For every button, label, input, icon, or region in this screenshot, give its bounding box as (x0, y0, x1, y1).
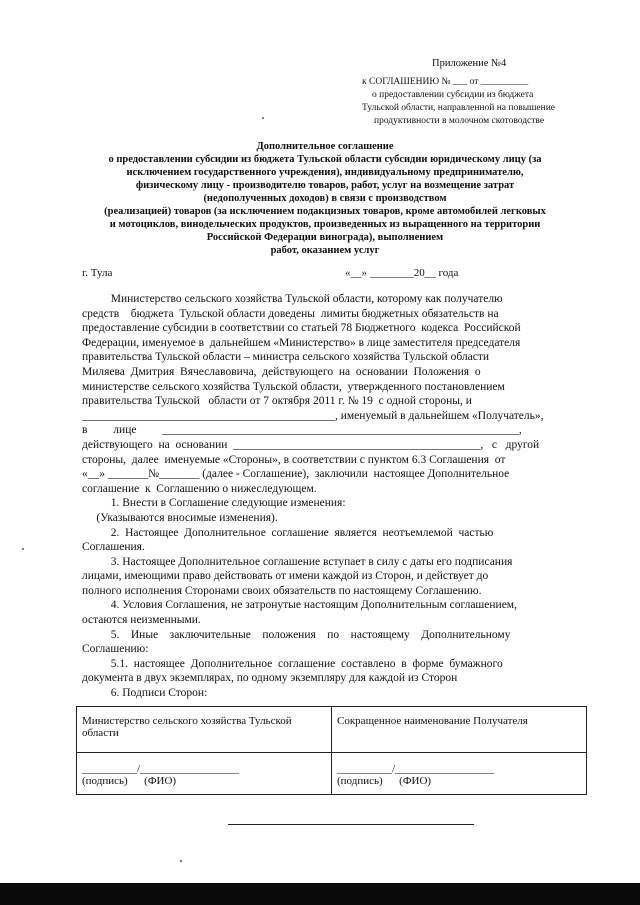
agreement-body (82, 292, 588, 701)
bottom-divider (228, 824, 474, 825)
body-line (82, 526, 588, 541)
recipient-signature-cell (332, 753, 587, 795)
body-line (82, 350, 588, 365)
appendix-label: Приложение №4 (432, 58, 507, 69)
body-line (82, 307, 588, 322)
body-line-text: остаются неизменными. (82, 614, 201, 627)
agreement-reference (362, 76, 612, 128)
body-line-text: Соглашения. (82, 541, 145, 554)
body-line-text: предоставление субсидии в соответствии со статьей 78 Бюджетного кодекса Российской (82, 322, 521, 335)
body-line (82, 628, 588, 643)
body-line-text: Министерство сельского хозяйства Тульской области, которому как получателю (82, 293, 503, 305)
body-line (82, 409, 588, 424)
body-line-text: ____________________________________________, именуемый в дальнейшем «Получатель», (82, 409, 544, 422)
body-line-text: соглашение к Соглашению о нижеследующем. (82, 482, 317, 495)
body-line-text: средств бюджета Тульской области доведены лимиты бюджетных обязательств на (82, 307, 499, 320)
body-line-text: стороны, далее именуемые «Стороны», в соответствии с пунктом 6.3 Соглашения от (82, 453, 506, 466)
body-line (82, 394, 588, 409)
signature-line: __________/__________________ (82, 763, 240, 775)
body-line (82, 555, 588, 570)
ref-line: к СОГЛАШЕНИЮ № ___ от __________ (362, 77, 529, 87)
body-line (82, 423, 588, 438)
body-line-text: Федерации, именуемое в дальнейшем «Министерство» в лице заместителя председателя (82, 336, 521, 349)
body-line-text: полного исполнения Сторонами своих обязательств по настоящему Соглашению. (82, 584, 482, 597)
body-line (82, 321, 588, 336)
body-line (82, 482, 588, 497)
body-line-text: Соглашению: (82, 643, 149, 656)
body-line (82, 671, 588, 686)
title-line: и мотоциклов, винодельческих продуктов, произведенных из выращенного на территории (109, 219, 541, 230)
body-line-text: 2. Настоящее Дополнительное соглашение является неотъемлемой частью (82, 526, 494, 539)
body-line (82, 584, 588, 599)
body-line-text: правительства Тульской области – министра сельского хозяйства Тульской области (82, 351, 490, 364)
scan-speck (262, 117, 264, 119)
body-line (82, 438, 588, 453)
title-line: работ, оказанием услуг (270, 245, 380, 256)
signature-caption: (подпись) (ФИО) (82, 775, 177, 787)
body-line-text: «__» _______№_______ (далее - Соглашение), заключили настоящее Дополнительное (82, 468, 510, 481)
scan-speck (22, 548, 24, 550)
body-line-text: 5.1. настоящее Дополнительное соглашение составлено в форме бумажного (82, 657, 503, 670)
body-line-text: (Указываются вносимые изменения). (82, 511, 278, 524)
ministry-name-cell: Министерство сельского хозяйства Тульской области (77, 707, 332, 753)
body-line (82, 540, 588, 555)
body-line-text: 4. Условия Соглашения, не затронутые настоящим Дополнительным соглашением, (82, 599, 517, 612)
body-line (82, 380, 588, 395)
title-line: физическому лицу - производителю товаров, работ, услуг на возмещение затрат (135, 180, 515, 191)
body-line-text: 3. Настоящее Дополнительное соглашение вступает в силу с даты его подписания (82, 555, 513, 568)
place-label: г. Тула (82, 267, 113, 279)
body-line-text: Миляева Дмитрия Вячеславовича, действующего на основании Положения о (82, 365, 481, 378)
body-line (82, 686, 588, 701)
body-line (82, 292, 588, 307)
body-line-text: действующего на основании ___________________________________________, с другой (82, 438, 540, 451)
body-line-text: министерстве сельского хозяйства Тульской области, утвержденного постановлением (82, 380, 505, 393)
body-line-text: документа в двух экземплярах, по одному экземпляру для каждой из Сторон (82, 672, 458, 685)
body-line (82, 642, 588, 657)
scan-edge (0, 883, 640, 905)
ministry-signature-cell (77, 753, 332, 795)
title-line: Дополнительное соглашение (256, 141, 394, 152)
body-line (82, 511, 588, 526)
body-line (82, 453, 588, 468)
body-line-text: в лице ______________________________________________________________, (82, 424, 522, 437)
signature-line: __________/__________________ (337, 763, 495, 775)
ref-line: продуктивности в молочном скотоводстве (374, 116, 545, 126)
body-line (82, 496, 588, 511)
scan-speck (180, 860, 182, 862)
body-line (82, 598, 588, 613)
body-line-text: 1. Внести в Соглашение следующие изменения: (82, 497, 346, 510)
body-line (82, 657, 588, 672)
title-line: Российской Федерации винограда), выполнением (206, 232, 444, 243)
body-line (82, 365, 588, 380)
signature-table (76, 706, 587, 795)
ref-line: Тульской области, направленной на повышение (362, 103, 556, 113)
body-line (82, 569, 588, 584)
recipient-name-cell: Сокращенное наименование Получателя (332, 707, 587, 753)
ref-line: о предоставлении субсидии из бюджета (372, 90, 534, 100)
date-field: «__» ________20__ года (345, 267, 459, 279)
body-line-text: 5. Иные заключительные положения по настоящему Дополнительному (82, 628, 511, 641)
document-title (70, 140, 580, 257)
title-line: (недополученных доходов) в связи с производством (203, 193, 447, 204)
body-line-text: правительства Тульской области от 7 октября 2011 г. № 19 с одной стороны, и (82, 395, 472, 408)
signature-caption: (подпись) (ФИО) (337, 775, 432, 787)
body-line (82, 467, 588, 482)
title-line: о предоставлении субсидии из бюджета Тульской области субсидии юридическому лицу (за (108, 154, 542, 165)
body-line-text: лицами, имеющими право действовать от имени каждой из Сторон, и действует до (82, 570, 489, 583)
body-line-text: 6. Подписи Сторон: (82, 687, 208, 700)
title-line: (реализацией) товаров (за исключением подакцизных товаров, кроме автомобилей легковых (104, 206, 546, 217)
body-line (82, 336, 588, 351)
title-line: исключением государственного учреждения), индивидуальному предпринимателю, (126, 167, 524, 178)
body-line (82, 613, 588, 628)
